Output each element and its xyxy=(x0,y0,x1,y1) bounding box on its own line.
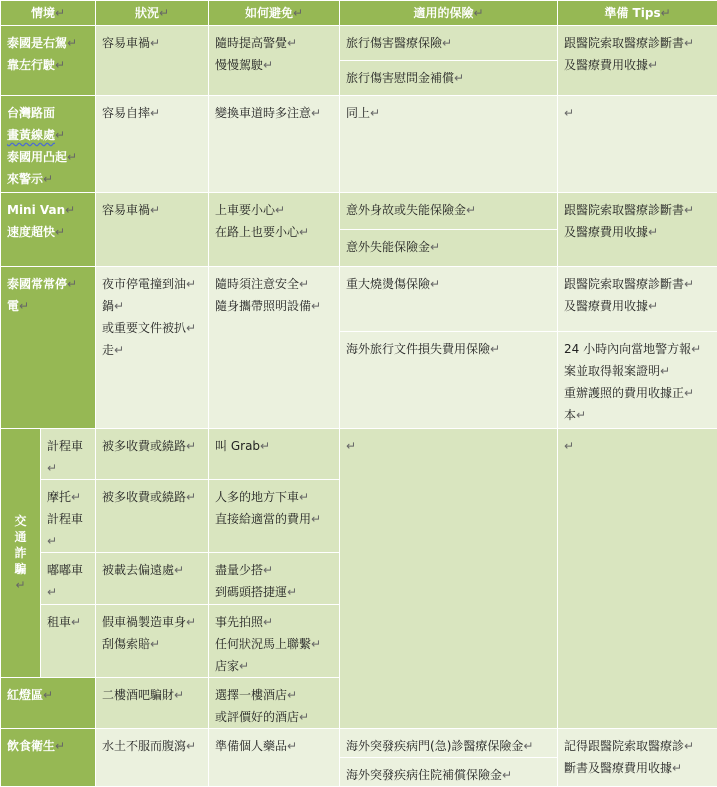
paragraph-mark: ↵ xyxy=(346,439,356,453)
cell-line xyxy=(102,611,202,633)
fraud-label: 交 通 詐 騙 ↵ xyxy=(1,429,41,678)
row-yellow-line xyxy=(1,96,717,193)
cell-text: 選擇一樓酒店 xyxy=(215,688,287,702)
cell-line xyxy=(346,236,551,258)
cell-text: 二樓酒吧騙財 xyxy=(102,688,174,702)
cell-text: 被多收費或繞路 xyxy=(102,490,186,504)
avoid-cell xyxy=(209,553,340,605)
avoid-cell xyxy=(209,96,340,193)
cell-text: 24 小時內向當地警方報 xyxy=(564,342,691,356)
paragraph-mark: ↵ xyxy=(67,277,77,291)
paragraph-mark: ↵ xyxy=(648,225,658,239)
cell-line xyxy=(564,435,711,457)
paragraph-mark: ↵ xyxy=(564,106,574,120)
cell-text: 跟醫院索取醫療診斷書 xyxy=(564,203,684,217)
cell-line xyxy=(346,338,551,360)
situation-cell xyxy=(96,96,209,193)
cell-text: 電 xyxy=(7,299,19,313)
cell-text: 旅行傷害醫療保險 xyxy=(346,36,442,50)
insurance-cell xyxy=(340,193,558,230)
cell-text: 到碼頭搭捷運 xyxy=(215,585,287,599)
paragraph-mark: ↵ xyxy=(684,36,694,50)
cell-line xyxy=(215,706,333,728)
cell-line xyxy=(564,273,711,295)
cell-text: 準備個人藥品 xyxy=(215,739,287,753)
cell-line xyxy=(564,757,711,779)
situation-cell xyxy=(96,480,209,553)
paragraph-mark: ↵ xyxy=(684,386,694,400)
row-taxi xyxy=(1,429,717,480)
paragraph-mark: ↵ xyxy=(287,739,297,753)
cell-text: 泰國常常停 xyxy=(7,277,67,291)
paragraph-mark: ↵ xyxy=(67,150,77,164)
paragraph-mark: ↵ xyxy=(186,277,196,291)
cell-line xyxy=(346,273,551,295)
cell-text: 案並取得報案證明 xyxy=(564,364,660,378)
insurance-cell xyxy=(340,729,558,758)
cell-text: 意外身故或失能保險金 xyxy=(346,203,466,217)
cell-line xyxy=(102,735,202,757)
cell-line xyxy=(564,338,711,360)
cell-line xyxy=(564,735,711,757)
cell-text: 慢慢駕駛 xyxy=(215,58,263,72)
situation-cell xyxy=(96,26,209,96)
avoid-cell xyxy=(209,26,340,96)
cell-text: 旅行傷害慰問金補償 xyxy=(346,71,454,85)
cell-line xyxy=(564,54,711,76)
paragraph-mark: ↵ xyxy=(150,203,160,217)
paragraph-mark: ↵ xyxy=(55,739,65,753)
avoid-cell xyxy=(209,605,340,678)
cell-text: 海外突發疾病住院補償保險金 xyxy=(346,768,502,782)
paragraph-mark: ↵ xyxy=(299,710,309,724)
cell-text: 鍋 xyxy=(102,299,114,313)
paragraph-mark: ↵ xyxy=(239,659,249,673)
paragraph-mark: ↵ xyxy=(442,36,452,50)
subcategory-cell xyxy=(41,605,96,678)
scenario-cell xyxy=(1,267,96,429)
paragraph-mark: ↵ xyxy=(430,277,440,291)
paragraph-mark: ↵ xyxy=(311,512,321,526)
cell-text: 走 xyxy=(102,343,114,357)
cell-text: 泰國用凸起 xyxy=(7,150,67,164)
cell-text: 容易車禍 xyxy=(102,36,150,50)
cell-text: 上車要小心 xyxy=(215,203,275,217)
paragraph-mark: ↵ xyxy=(150,106,160,120)
avoid-cell xyxy=(209,267,340,429)
cell-line xyxy=(102,102,202,124)
cell-line xyxy=(7,735,89,757)
cell-text: 盡量少搭 xyxy=(215,563,263,577)
tips-cell xyxy=(558,96,717,193)
paragraph-mark: ↵ xyxy=(502,768,512,782)
cell-text: 夜市停電撞到油 xyxy=(102,277,186,291)
paragraph-mark: ↵ xyxy=(299,277,309,291)
cell-text: 租車 xyxy=(47,615,71,629)
cell-line xyxy=(102,317,202,339)
avoid-cell xyxy=(209,429,340,480)
cell-line xyxy=(564,102,711,124)
cell-line xyxy=(564,295,711,317)
paragraph-mark: ↵ xyxy=(186,490,196,504)
cell-text: 本 xyxy=(564,408,576,422)
tips-cell xyxy=(558,26,717,96)
cell-line xyxy=(7,54,89,76)
cell-text: 容易自摔 xyxy=(102,106,150,120)
cell-line xyxy=(215,611,333,633)
paragraph-mark: ↵ xyxy=(150,36,160,50)
cell-line xyxy=(215,684,333,706)
cell-text: 同上 xyxy=(346,106,370,120)
cell-line xyxy=(215,735,333,757)
paragraph-mark: ↵ xyxy=(114,343,124,357)
situation-cell xyxy=(96,553,209,605)
paragraph-mark: ↵ xyxy=(263,615,273,629)
cell-text: 刮傷索賠 xyxy=(102,637,150,651)
insurance-cell xyxy=(340,332,558,429)
cell-line xyxy=(346,435,551,457)
cell-line xyxy=(215,273,333,295)
paragraph-mark: ↵ xyxy=(311,299,321,313)
cell-text: 假車禍製造車身 xyxy=(102,615,186,629)
paragraph-mark: ↵ xyxy=(490,342,500,356)
cell-line xyxy=(346,32,551,54)
cell-line xyxy=(346,735,551,757)
paragraph-mark: ↵ xyxy=(43,688,53,702)
header-row xyxy=(1,1,717,26)
cell-text: 紅燈區 xyxy=(7,688,43,702)
tips-cell xyxy=(558,193,717,267)
cell-line xyxy=(102,633,202,655)
tips-cell xyxy=(558,332,717,429)
paragraph-mark: ↵ xyxy=(648,299,658,313)
cell-line xyxy=(102,32,202,54)
cell-line xyxy=(564,382,711,404)
paragraph-mark: ↵ xyxy=(311,637,321,651)
cell-line xyxy=(7,221,89,243)
cell-line xyxy=(102,486,202,508)
cell-line xyxy=(215,559,333,581)
cell-text: 計程車 xyxy=(47,512,83,526)
insurance-cell xyxy=(340,96,558,193)
cell-text: 被多收費或繞路 xyxy=(102,439,186,453)
cell-line xyxy=(7,168,89,190)
paragraph-mark: ↵ xyxy=(648,58,658,72)
cell-text: 海外旅行文件損失費用保險 xyxy=(346,342,490,356)
cell-line xyxy=(215,508,333,530)
cell-line xyxy=(215,633,333,655)
cell-line xyxy=(564,360,711,382)
cell-text: 及醫療費用收據 xyxy=(564,225,648,239)
paragraph-mark: ↵ xyxy=(287,36,297,50)
paragraph-mark: ↵ xyxy=(299,225,309,239)
paragraph-mark: ↵ xyxy=(684,203,694,217)
cell-text: 跟醫院索取醫療診斷書 xyxy=(564,36,684,50)
paragraph-mark: ↵ xyxy=(71,490,81,504)
cell-line xyxy=(102,295,202,317)
paragraph-mark: ↵ xyxy=(186,321,196,335)
cell-text: 事先拍照 xyxy=(215,615,263,629)
paragraph-mark: ↵ xyxy=(71,615,81,629)
cell-line xyxy=(215,54,333,76)
cell-text: 隨身攜帶照明設備 xyxy=(215,299,311,313)
cell-text: 隨時提高警覺 xyxy=(215,36,287,50)
situation-cell xyxy=(96,729,209,787)
cell-line xyxy=(47,486,89,508)
cell-text: 重辦護照的費用收據正 xyxy=(564,386,684,400)
cell-text: 靠左行駛 xyxy=(7,58,55,72)
cell-text: 或評價好的酒店 xyxy=(215,710,299,724)
header-insurance: 適用的保險↵ xyxy=(340,1,558,26)
avoid-cell xyxy=(209,193,340,267)
subcategory-cell xyxy=(41,480,96,553)
cell-line xyxy=(215,295,333,317)
cell-text: 意外失能保險金 xyxy=(346,240,430,254)
scenario-cell xyxy=(1,678,96,729)
paragraph-mark: ↵ xyxy=(287,688,297,702)
cell-text: 任何狀況馬上聯繫 xyxy=(215,637,311,651)
paragraph-mark: ↵ xyxy=(684,277,694,291)
avoid-cell xyxy=(209,678,340,729)
cell-text: 容易車禍 xyxy=(102,203,150,217)
cell-line xyxy=(346,764,551,786)
cell-text: 及醫療費用收據 xyxy=(564,299,648,313)
avoid-cell xyxy=(209,480,340,553)
situation-cell xyxy=(96,267,209,429)
paragraph-mark: ↵ xyxy=(174,563,184,577)
cell-text: 被載去偏遠處 xyxy=(102,563,174,577)
paragraph-mark: ↵ xyxy=(174,688,184,702)
row-power-outage xyxy=(1,267,717,332)
scenario-cell xyxy=(1,26,96,96)
paragraph-mark: ↵ xyxy=(263,563,273,577)
insurance-cell xyxy=(340,758,558,787)
row-right-drive xyxy=(1,26,717,61)
cell-line xyxy=(564,404,711,426)
paragraph-mark: ↵ xyxy=(114,299,124,313)
cell-text: 海外突發疾病門(急)診醫療保險金 xyxy=(346,739,523,753)
scenario-cell xyxy=(1,729,96,787)
cell-line xyxy=(7,199,89,221)
cell-text: 及醫療費用收據 xyxy=(564,58,648,72)
cell-line xyxy=(346,199,551,221)
subcategory-cell xyxy=(41,553,96,605)
paragraph-mark: ↵ xyxy=(672,761,682,775)
cell-text: 或重要文件被扒 xyxy=(102,321,186,335)
paragraph-mark: ↵ xyxy=(186,439,196,453)
paragraph-mark: ↵ xyxy=(299,490,309,504)
cell-line xyxy=(346,67,551,89)
paragraph-mark: ↵ xyxy=(47,534,57,548)
paragraph-mark: ↵ xyxy=(454,71,464,85)
paragraph-mark: ↵ xyxy=(275,203,285,217)
cell-text: 飲食衛生 xyxy=(7,739,55,753)
cell-text: 隨時須注意安全 xyxy=(215,277,299,291)
cell-line xyxy=(215,199,333,221)
paragraph-mark: ↵ xyxy=(287,585,297,599)
tips-cell xyxy=(558,267,717,332)
paragraph-mark: ↵ xyxy=(311,106,321,120)
situation-cell xyxy=(96,429,209,480)
cell-text: 重大燒燙傷保險 xyxy=(346,277,430,291)
cell-text: 店家 xyxy=(215,659,239,673)
paragraph-mark: ↵ xyxy=(19,299,29,313)
cell-line xyxy=(215,102,333,124)
cell-line xyxy=(47,611,89,633)
cell-text: 摩托 xyxy=(47,490,71,504)
insurance-cell xyxy=(340,230,558,267)
cell-text: 水土不服而腹瀉 xyxy=(102,739,186,753)
cell-line xyxy=(102,684,202,706)
cell-text: 在路上也要小心 xyxy=(215,225,299,239)
avoid-cell xyxy=(209,729,340,787)
paragraph-mark: ↵ xyxy=(55,225,65,239)
paragraph-mark: ↵ xyxy=(691,342,701,356)
cell-line xyxy=(102,273,202,295)
cell-line xyxy=(215,486,333,508)
header-avoid: 如何避免↵ xyxy=(209,1,340,26)
subcategory-cell xyxy=(41,429,96,480)
cell-line xyxy=(7,684,89,706)
paragraph-mark: ↵ xyxy=(150,637,160,651)
situation-cell xyxy=(96,193,209,267)
situation-cell xyxy=(96,678,209,729)
insurance-cell xyxy=(340,26,558,61)
paragraph-mark: ↵ xyxy=(260,439,270,453)
scenario-cell xyxy=(1,193,96,267)
row-food xyxy=(1,729,717,758)
cell-line xyxy=(215,221,333,243)
cell-text: 叫 Grab xyxy=(215,439,260,453)
paragraph-mark: ↵ xyxy=(263,58,273,72)
cell-text: 來警示 xyxy=(7,172,43,186)
cell-line xyxy=(7,146,89,168)
header-scenario: 情境↵ xyxy=(1,1,96,26)
paragraph-mark: ↵ xyxy=(430,240,440,254)
insurance-cell xyxy=(340,61,558,96)
cell-line xyxy=(564,221,711,243)
cell-text: 人多的地方下車 xyxy=(215,490,299,504)
scenario-cell: 台灣路面 畫黃線處↵ 泰國用凸起↵ 來警示↵ xyxy=(1,96,96,193)
header-situation: 狀況↵ xyxy=(96,1,209,26)
cell-text: 斷書及醫療費用收據 xyxy=(564,761,672,775)
header-tips: 準備 Tips↵ xyxy=(558,1,717,26)
cell-text: 計程車 xyxy=(47,439,83,453)
paragraph-mark: ↵ xyxy=(186,739,196,753)
cell-line xyxy=(7,32,89,54)
paragraph-mark: ↵ xyxy=(660,364,670,378)
paragraph-mark: ↵ xyxy=(684,739,694,753)
paragraph-mark: ↵ xyxy=(65,203,75,217)
cell-line xyxy=(7,273,89,295)
cell-text: 記得跟醫院索取醫療診 xyxy=(564,739,684,753)
paragraph-mark: ↵ xyxy=(55,58,65,72)
situation-cell xyxy=(96,605,209,678)
cell-line xyxy=(215,581,333,603)
cell-line xyxy=(47,435,89,479)
cell-line xyxy=(102,199,202,221)
paragraph-mark: ↵ xyxy=(186,615,196,629)
cell-text: Mini Van xyxy=(7,203,65,217)
insurance-cell xyxy=(340,267,558,332)
paragraph-mark: ↵ xyxy=(47,461,57,475)
cell-line xyxy=(215,32,333,54)
paragraph-mark: ↵ xyxy=(47,585,57,599)
paragraph-mark: ↵ xyxy=(466,203,476,217)
paragraph-mark: ↵ xyxy=(564,439,574,453)
cell-text: 跟醫院索取醫療診斷書 xyxy=(564,277,684,291)
paragraph-mark: ↵ xyxy=(523,739,533,753)
cell-line xyxy=(215,435,333,457)
cell-line xyxy=(47,559,89,603)
cell-text: 速度超快 xyxy=(7,225,55,239)
paragraph-mark: ↵ xyxy=(370,106,380,120)
tips-cell xyxy=(558,429,717,729)
row-minivan xyxy=(1,193,717,230)
cell-line xyxy=(102,559,202,581)
cell-line xyxy=(47,508,89,552)
paragraph-mark: ↵ xyxy=(67,36,77,50)
paragraph-mark: ↵ xyxy=(43,172,53,186)
cell-line xyxy=(564,32,711,54)
cell-line xyxy=(102,435,202,457)
cell-text: 變換車道時多注意 xyxy=(215,106,311,120)
cell-text: 泰國是右駕 xyxy=(7,36,67,50)
cell-line xyxy=(346,102,551,124)
cell-line xyxy=(215,655,333,677)
insurance-cell xyxy=(340,429,558,729)
cell-line xyxy=(564,199,711,221)
cell-line xyxy=(7,295,89,317)
cell-line xyxy=(102,339,202,361)
paragraph-mark: ↵ xyxy=(576,408,586,422)
tips-cell xyxy=(558,729,717,787)
cell-text: 直接給適當的費用 xyxy=(215,512,311,526)
cell-text: 嘟嘟車 xyxy=(47,563,83,577)
